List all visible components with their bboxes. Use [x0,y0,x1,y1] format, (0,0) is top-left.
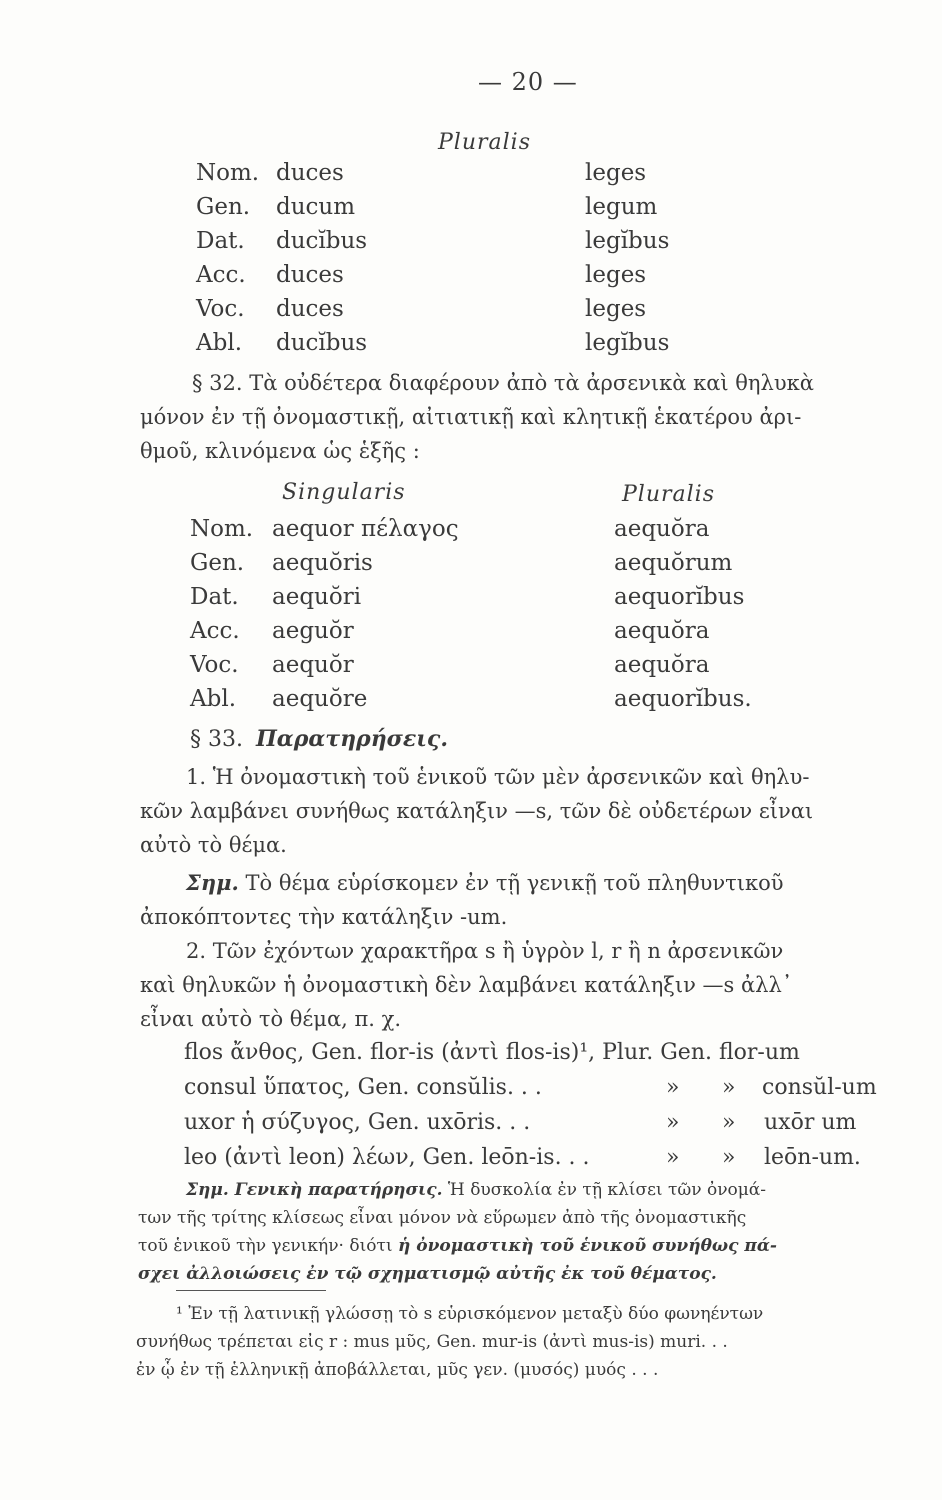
example-row [0,1075,942,1111]
note-2 [140,934,902,1036]
remark-emphasis: ἡ ὀνομαστικὴ τοῦ ἑνικοῦ συνήθως πά- [397,1236,777,1256]
remark-1 [140,866,902,934]
table2-heading-singular: Singularis [282,480,406,505]
example-right: leōn-um. [764,1145,861,1170]
section-number: § 33. [190,727,243,752]
example-row [0,1040,942,1076]
form-b: leges [585,296,647,322]
paragraph-line: των τῆς τρίτης κλίσεως εἶναι μόνον νὰ εὕρωμεν ἀπὸ τῆς ὀνομαστικῆς [138,1208,747,1228]
form-b: legum [585,194,658,220]
example-left: leo (ἀντὶ leon) λέων, Gen. leōn-is. . . [184,1145,590,1170]
footnote-line: ¹ Ἐν τῇ λατινικῇ γλώσσῃ τὸ s εὑρισκόμενον μεταξὺ δύο φωνηέντων [176,1304,764,1324]
remark-text: τοῦ ἑνικοῦ τὴν γενικήν· διότι [138,1236,398,1256]
table-row [0,228,942,262]
remark-label: Σημ. Γενικὴ παρατήρησις. [186,1180,443,1200]
case-label: Gen. [190,550,245,576]
example-right: consŭl-um [762,1075,877,1100]
form-b: aequŏra [614,618,710,644]
remark-text: Ἡ δυσκολία ἐν τῇ κλίσει τῶν ὀνομά- [447,1180,767,1200]
case-label: Nom. [190,516,254,542]
case-label: Acc. [196,262,246,288]
paragraph-line: 2. Τῶν ἐχόντων χαρακτῆρα s ἢ ὑγρὸν l, r ἢ n ἀρσενικῶν [186,939,784,963]
form-a: aequŏris [272,550,373,576]
table-row [0,296,942,330]
section-33-heading [190,726,448,752]
table-row [0,160,942,194]
case-label: Gen. [196,194,251,220]
form-a: aequŏre [272,686,368,712]
form-a: ducĭbus [276,228,368,254]
ditto-mark: » [666,1110,680,1135]
table-row [0,262,942,296]
form-b: aequŏra [614,652,710,678]
ditto-mark: » [722,1075,736,1100]
case-label: Voc. [196,296,245,322]
form-b: aequŏra [614,516,710,542]
paragraph-line: εἶναι αὐτὸ τὸ θέμα, π. χ. [140,1007,402,1031]
case-label: Abl. [190,686,236,712]
case-label: Nom. [196,160,260,186]
paragraph-line: σχει ἀλλοιώσεις ἐν τῷ σχηματισμῷ αὐτῆς ἐκ τοῦ θέματος. [138,1264,717,1284]
form-a: aequŏr [272,652,354,678]
form-a: aequŏri [272,584,362,610]
ditto-mark: » [722,1145,736,1170]
ditto-mark: » [666,1075,680,1100]
paragraph-line: καὶ θηλυκῶν ἡ ὀνομαστικὴ δὲν λαμβάνει κατάληξιν —s ἀλλ᾽ [140,973,793,997]
paragraph-line: θμοῦ, κλινόμενα ὡς ἑξῆς : [140,439,420,463]
paragraph-line: μόνον ἐν τῇ ὀνομαστικῇ, αἰτιατικῇ καὶ κλητικῇ ἑκατέρου ἀρι- [140,405,802,429]
section-title: Παρατηρήσεις. [255,726,448,752]
table-row [0,516,942,550]
page-number: — 20 — [478,68,578,96]
form-b: leges [585,160,647,186]
paragraph-line: αὐτὸ τὸ θέμα. [140,833,287,857]
form-a: ducĭbus [276,330,368,356]
footnote [136,1300,782,1384]
ditto-mark: » [722,1110,736,1135]
paragraph-line: ἀποκόπτοντες τὴν κατάληξιν -um. [140,905,508,929]
form-a: duces [276,262,344,288]
form-b: leges [585,262,647,288]
note-1 [140,760,902,862]
footnote-line: συνήθως τρέπεται εἰς r : mus μῦς, Gen. mur-is (ἀντὶ mus-is) muri. . . [136,1332,728,1352]
table-row [0,652,942,686]
example-left: consul ὕπατος, Gen. consŭlis. . . [184,1075,542,1100]
form-a: aeguŏr [272,618,354,644]
form-b: legĭbus [585,330,670,356]
form-b: aequorĭbus. [614,686,752,712]
example-left: uxor ἡ σύζυγος, Gen. uxōris. . . [184,1110,531,1135]
paragraph-line [138,1232,902,1260]
remark-label: Σημ. [186,870,239,895]
ditto-mark: » [666,1145,680,1170]
example-row [0,1110,942,1146]
paragraph-line: κῶν λαμβάνει συνήθως κατάληξιν —s, τῶν δὲ οὐδετέρων εἶναι [140,799,814,823]
table-row [0,194,942,228]
example-right: uxōr um [764,1110,857,1135]
form-a: aequor πέλαγος [272,516,459,542]
case-label: Acc. [190,618,240,644]
form-b: legĭbus [585,228,670,254]
form-a: ducum [276,194,356,220]
paragraph-line: § 32. Τὰ οὐδέτερα διαφέρουν ἀπὸ τὰ ἀρσενικὰ καὶ θηλυκὰ [192,371,814,395]
case-label: Dat. [196,228,245,254]
table-row [0,550,942,584]
table1-heading: Pluralis [438,130,532,155]
table-row [0,686,942,720]
remark-text: Τὸ θέμα εὑρίσκομεν ἐν τῇ γενικῇ τοῦ πληθυντικοῦ [245,871,784,895]
form-b: aequŏrum [614,550,733,576]
paragraph-line [140,866,902,900]
table-row [0,584,942,618]
case-label: Dat. [190,584,239,610]
case-label: Abl. [196,330,242,356]
paragraph-line [138,1176,902,1204]
table-row [0,618,942,652]
case-label: Voc. [190,652,239,678]
table-row [0,330,942,364]
table2-heading-plural: Pluralis [622,482,716,507]
form-a: duces [276,296,344,322]
general-remark [138,1176,902,1288]
footnote-line: ἐν ᾧ ἐν τῇ ἑλληνικῇ ἀποβάλλεται, μῦς γεν. (μυσός) μυός . . . [136,1360,659,1380]
example-left: flos ἄνθος, Gen. flor-is (ἀντὶ flos-is)¹, Plur. Gen. flor-um [184,1040,800,1065]
paragraph-line: 1. Ἡ ὀνομαστικὴ τοῦ ἑνικοῦ τῶν μὲν ἀρσενικῶν καὶ θηλυ- [186,765,810,789]
footnote-divider [176,1290,326,1291]
paragraph-32 [140,366,902,468]
form-a: duces [276,160,344,186]
form-b: aequorĭbus [614,584,745,610]
